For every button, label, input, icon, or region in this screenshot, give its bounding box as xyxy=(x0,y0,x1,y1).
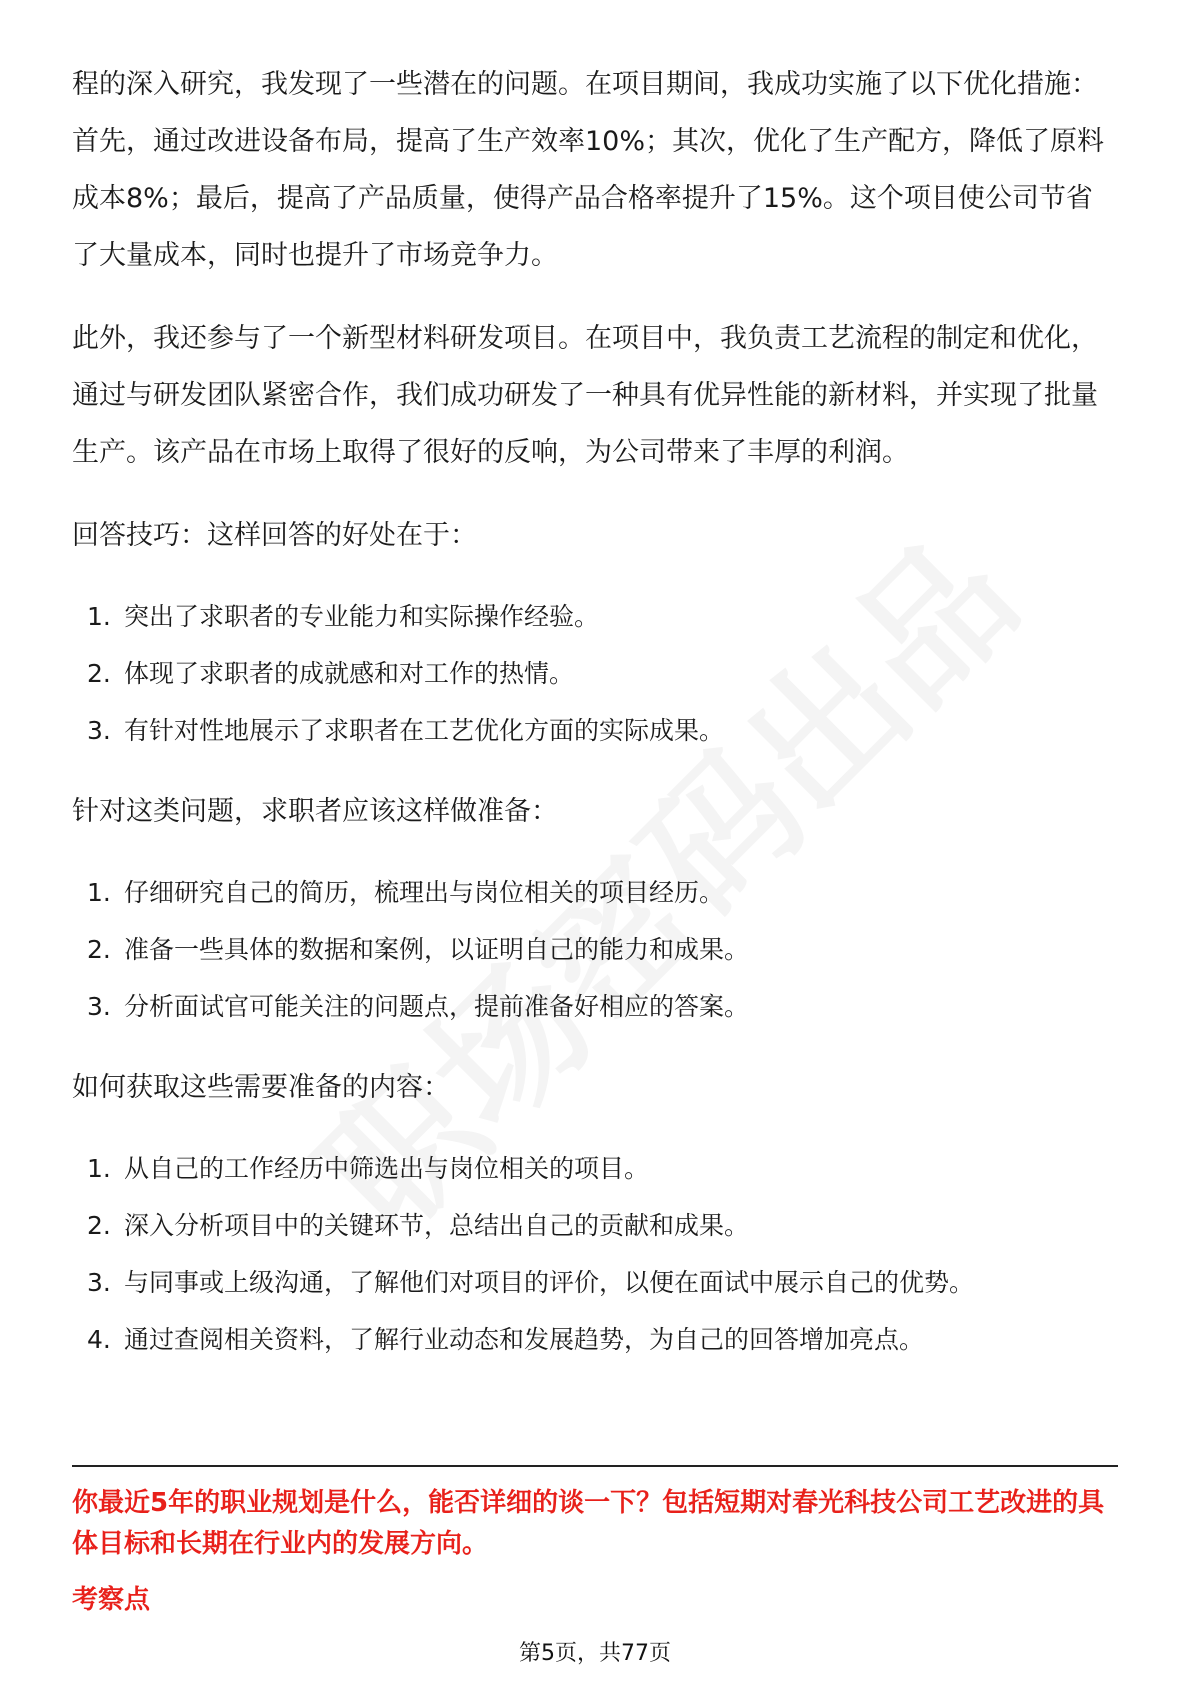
paragraph-project-optimization: 程的深入研究，我发现了一些潜在的问题。在项目期间，我成功实施了以下优化措施：首先，通过改进设备布局，提高了生产效率10%；其次，优化了生产配方，降低了原料成本8%；最后，提高了产品质量，使得产品合格率提升了15%。这个项目使公司节省了大量成本，同时也提升了市场竞争力。 xyxy=(72,69,1105,271)
prep-heading: 针对这类问题，求职者应该这样做准备： xyxy=(72,796,558,827)
list-item: 2. 体现了求职者的成就感和对工作的热情。 xyxy=(87,659,575,688)
list-item: 2. 准备一些具体的数据和案例，以证明自己的能力和成果。 xyxy=(87,935,750,964)
list-item: 1. 突出了求职者的专业能力和实际操作经验。 xyxy=(87,602,600,631)
obtain-heading: 如何获取这些需要准备的内容： xyxy=(72,1072,450,1103)
section-label: 考察点 xyxy=(72,1585,151,1615)
section-divider xyxy=(72,1465,1118,1467)
page-footer: 第5页，共77页 xyxy=(519,1641,671,1666)
document-body xyxy=(72,56,1118,1368)
list-item: 3. 与同事或上级沟通，了解他们对项目的评价，以便在面试中展示自己的优势。 xyxy=(87,1268,975,1297)
list-item: 2. 深入分析项目中的关键环节，总结出自己的贡献和成果。 xyxy=(87,1211,750,1240)
list-item: 4. 通过查阅相关资料，了解行业动态和发展趋势，为自己的回答增加亮点。 xyxy=(87,1325,925,1354)
tips-list xyxy=(72,588,1118,759)
list-item: 3. 分析面试官可能关注的问题点，提前准备好相应的答案。 xyxy=(87,992,750,1021)
list-item: 3. 有针对性地展示了求职者在工艺优化方面的实际成果。 xyxy=(87,716,725,745)
list-item: 1. 仔细研究自己的简历，梳理出与岗位相关的项目经历。 xyxy=(87,878,725,907)
list-item: 1. 从自己的工作经历中筛选出与岗位相关的项目。 xyxy=(87,1154,650,1183)
paragraph-material-project: 此外，我还参与了一个新型材料研发项目。在项目中，我负责工艺流程的制定和优化，通过与研发团队紧密合作，我们成功研发了一种具有优异性能的新材料，并实现了批量生产。该产品在市场上取得了很好的反响，为公司带来了丰厚的利润。 xyxy=(72,323,1098,468)
tips-heading: 回答技巧：这样回答的好处在于： xyxy=(72,520,477,551)
obtain-list xyxy=(72,1140,1118,1368)
interview-question: 你最近5年的职业规划是什么，能否详细的谈一下？包括短期对春光科技公司工艺改进的具体目标和长期在行业内的发展方向。 xyxy=(72,1488,1105,1559)
prep-list xyxy=(72,864,1118,1035)
